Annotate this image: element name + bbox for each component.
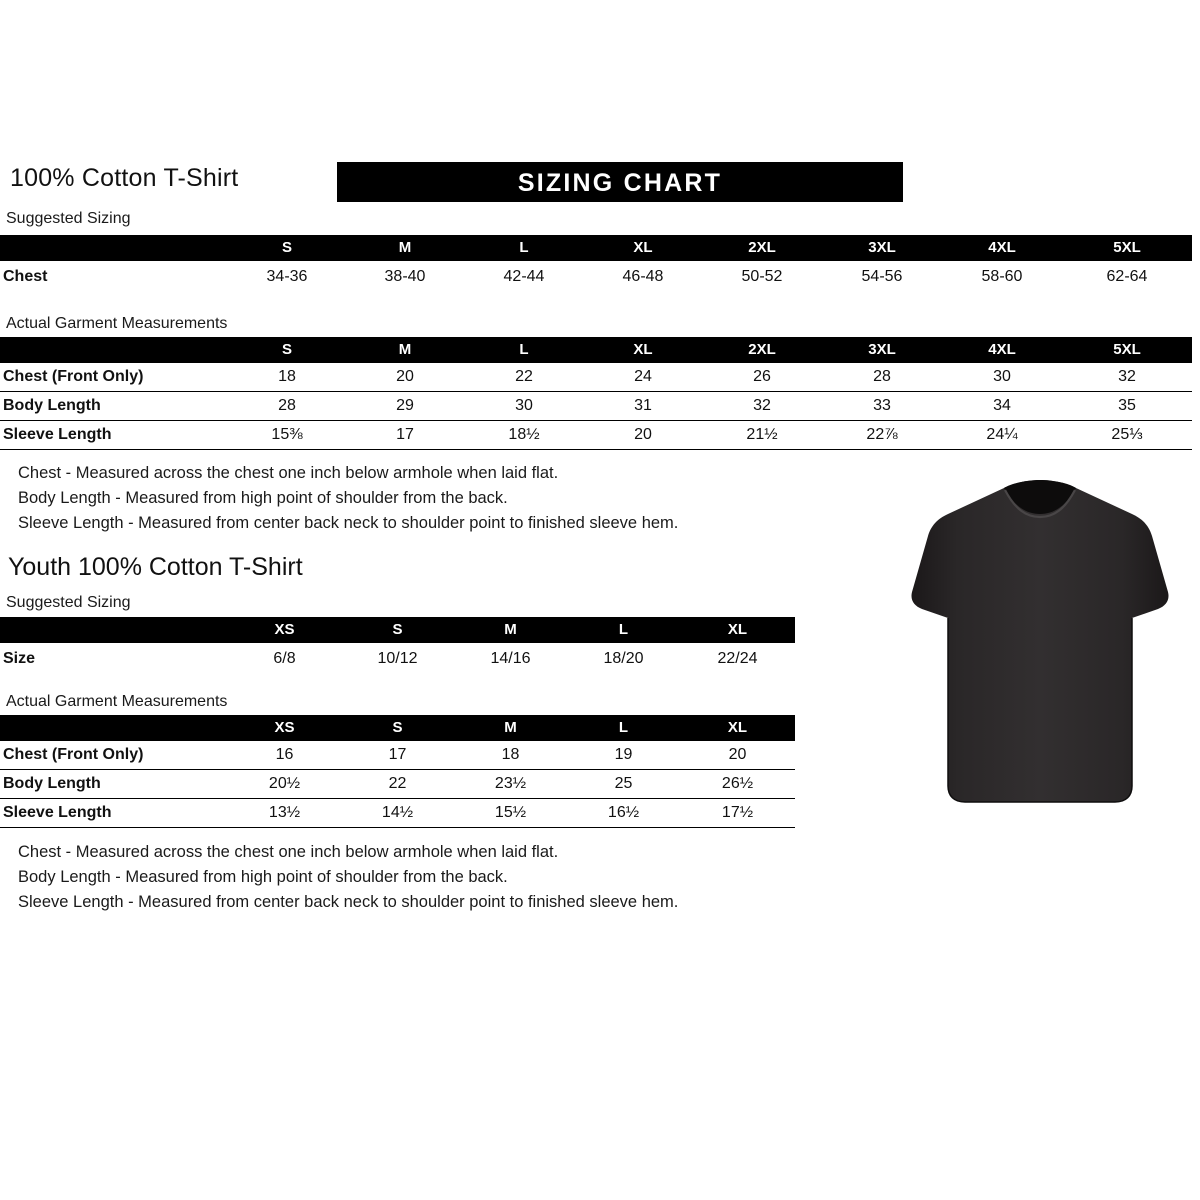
column-header-xl: XL [584,235,702,261]
cell-sleeve-length-xs: 13½ [228,799,341,828]
cell-chest-front-xl: 20 [680,741,795,770]
cell-body-length-4xl: 34 [942,392,1062,421]
column-header-s: S [228,337,346,363]
table-header-row [0,235,1192,261]
row-label-body-length: Body Length [0,392,228,421]
cell-chest-3xl: 54-56 [861,268,903,285]
cell-body-length-xs: 20½ [228,770,341,799]
row-label-sleeve-length: Sleeve Length [0,799,228,828]
table-row [0,421,1192,450]
youth-actual-label: Actual Garment Measurements [6,693,228,710]
table-header-row [0,715,795,741]
table-header-row [0,337,1192,363]
row-label-chest-front-only: Chest (Front Only) [0,741,228,770]
youth-section-title: Youth 100% Cotton T-Shirt [8,553,303,581]
cell-body-length-s: 28 [228,392,346,421]
column-header-m: M [346,235,464,261]
table-row [0,770,795,799]
adult-actual-table [0,337,1192,450]
column-header-l: L [464,235,584,261]
cell-body-length-m: 29 [346,392,464,421]
note-chest: Chest - Measured across the chest one inch below armhole when laid flat. [18,464,559,482]
column-header-blank [0,715,228,741]
cell-chest-front-3xl: 28 [822,363,942,392]
cell-chest-front-l: 22 [464,363,584,392]
column-header-xs: XS [228,715,341,741]
cell-size-xl: 22/24 [717,650,758,667]
cell-chest-front-l: 19 [567,741,680,770]
column-header-blank [0,235,228,261]
sizing-chart-banner-label: SIZING CHART [517,169,723,197]
cell-chest-front-m: 20 [346,363,464,392]
column-header-s: S [341,715,454,741]
column-header-2xl: 2XL [702,235,822,261]
table-row [0,643,795,675]
column-header-5xl: 5XL [1062,235,1192,261]
column-header-4xl: 4XL [942,235,1062,261]
row-label-size: Size [3,650,36,667]
column-header-m: M [454,617,567,643]
cell-chest-front-2xl: 26 [702,363,822,392]
cell-chest-4xl: 58-60 [981,268,1023,285]
note-chest: Chest - Measured across the chest one inch below armhole when laid flat. [18,843,559,861]
column-header-5xl: 5XL [1062,337,1192,363]
cell-chest-front-xs: 16 [228,741,341,770]
youth-measurement-notes [18,840,678,915]
cell-chest-front-s: 17 [341,741,454,770]
cell-size-m: 14/16 [490,650,531,667]
note-sleeve-length: Sleeve Length - Measured from center back neck to shoulder point to finished sleeve hem. [18,514,679,532]
column-header-l: L [567,617,680,643]
adult-measurement-notes [18,461,678,536]
note-sleeve-length: Sleeve Length - Measured from center back neck to shoulder point to finished sleeve hem. [18,893,679,911]
cell-chest-front-xl: 24 [584,363,702,392]
cell-chest-front-5xl: 32 [1062,363,1192,392]
cell-chest-xl: 46-48 [622,268,664,285]
table-row [0,363,1192,392]
table-row [0,799,795,828]
cell-body-length-l: 25 [567,770,680,799]
cell-body-length-xl: 31 [584,392,702,421]
table-header-row [0,617,795,643]
cell-chest-front-4xl: 30 [942,363,1062,392]
row-label-sleeve-length: Sleeve Length [0,421,228,450]
cell-body-length-xl: 26½ [680,770,795,799]
youth-suggested-table [0,617,795,675]
cell-sleeve-length-3xl: 22⅞ [822,421,942,450]
column-header-4xl: 4XL [942,337,1062,363]
cell-sleeve-length-m: 15½ [454,799,567,828]
table-row [0,261,1192,293]
row-label-chest: Chest [3,268,48,285]
cell-body-length-l: 30 [464,392,584,421]
adult-suggested-table [0,235,1192,293]
column-header-blank [0,337,228,363]
cell-sleeve-length-l: 16½ [567,799,680,828]
adult-section-title: 100% Cotton T-Shirt [10,164,239,192]
cell-chest-2xl: 50-52 [741,268,783,285]
cell-sleeve-length-s: 14½ [341,799,454,828]
column-header-s: S [228,235,346,261]
column-header-m: M [346,337,464,363]
cell-sleeve-length-l: 18½ [464,421,584,450]
table-row [0,392,1192,421]
column-header-xl: XL [680,617,795,643]
sizing-chart-banner [337,162,903,202]
cell-body-length-s: 22 [341,770,454,799]
row-label-body-length: Body Length [0,770,228,799]
cell-chest-5xl: 62-64 [1106,268,1148,285]
column-header-m: M [454,715,567,741]
cell-sleeve-length-5xl: 25⅓ [1062,421,1192,450]
black-tshirt-illustration [900,480,1180,810]
column-header-xs: XS [228,617,341,643]
note-body-length: Body Length - Measured from high point of shoulder from the back. [18,489,508,507]
cell-body-length-5xl: 35 [1062,392,1192,421]
cell-body-length-2xl: 32 [702,392,822,421]
cell-sleeve-length-2xl: 21½ [702,421,822,450]
youth-actual-table [0,715,795,828]
cell-body-length-m: 23½ [454,770,567,799]
column-header-xl: XL [584,337,702,363]
column-header-3xl: 3XL [822,235,942,261]
cell-chest-front-s: 18 [228,363,346,392]
cell-body-length-3xl: 33 [822,392,942,421]
cell-sleeve-length-4xl: 24¼ [942,421,1062,450]
cell-chest-s: 34-36 [266,268,308,285]
row-label-chest-front-only: Chest (Front Only) [0,363,228,392]
cell-size-xs: 6/8 [273,650,296,667]
cell-size-l: 18/20 [603,650,644,667]
cell-chest-l: 42-44 [503,268,545,285]
cell-sleeve-length-xl: 20 [584,421,702,450]
table-row [0,741,795,770]
column-header-l: L [464,337,584,363]
column-header-blank [0,617,228,643]
cell-sleeve-length-xl: 17½ [680,799,795,828]
cell-sleeve-length-m: 17 [346,421,464,450]
cell-chest-m: 38-40 [384,268,426,285]
note-body-length: Body Length - Measured from high point of shoulder from the back. [18,868,508,886]
cell-sleeve-length-s: 15⅜ [228,421,346,450]
adult-actual-label: Actual Garment Measurements [6,315,228,332]
column-header-2xl: 2XL [702,337,822,363]
column-header-3xl: 3XL [822,337,942,363]
column-header-s: S [341,617,454,643]
adult-suggested-label: Suggested Sizing [6,210,131,227]
youth-suggested-label: Suggested Sizing [6,594,131,611]
cell-chest-front-m: 18 [454,741,567,770]
column-header-xl: XL [680,715,795,741]
cell-size-s: 10/12 [377,650,418,667]
column-header-l: L [567,715,680,741]
